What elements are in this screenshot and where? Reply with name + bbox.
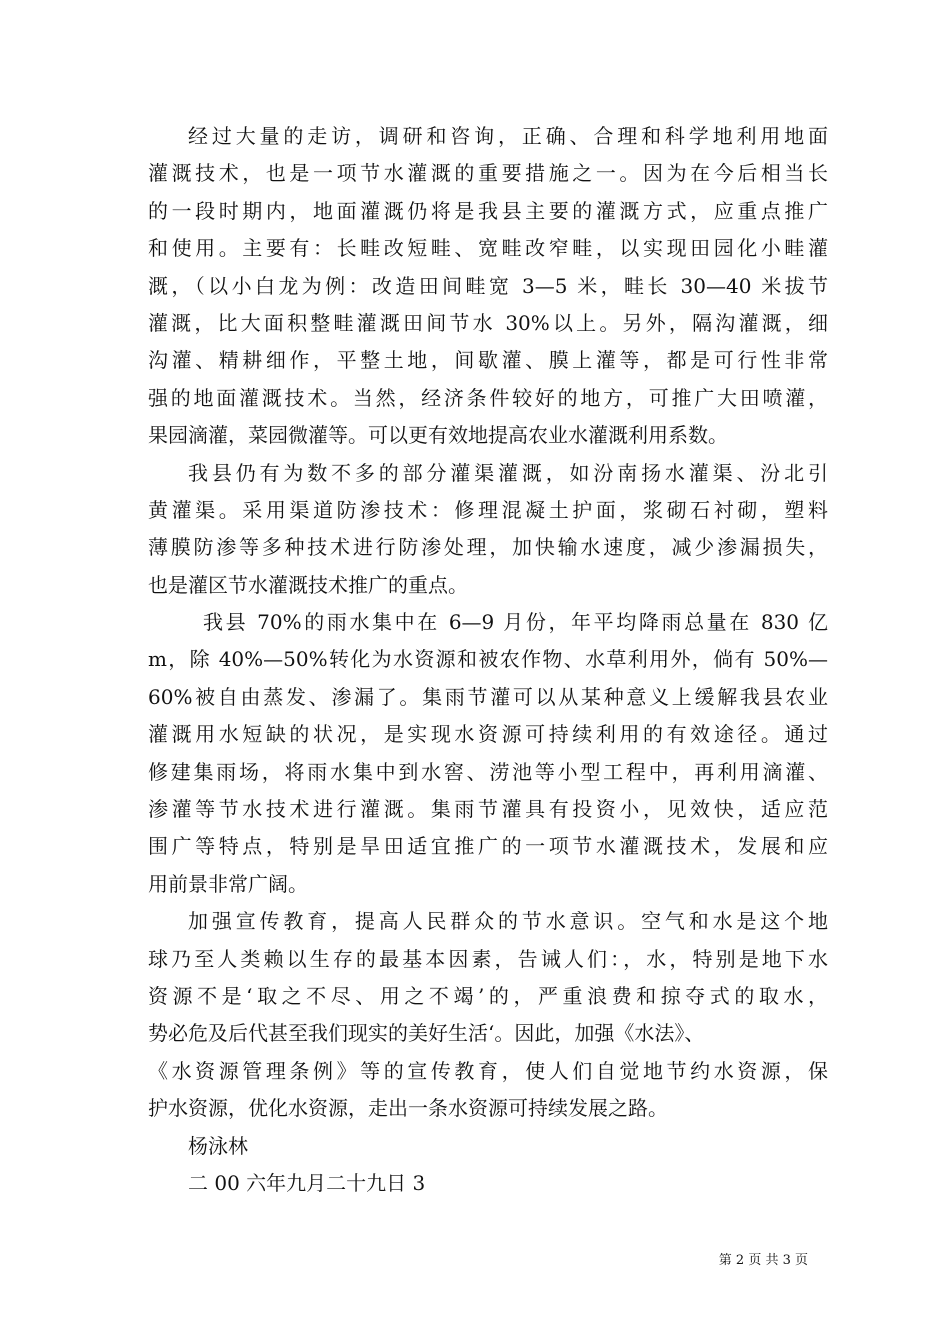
document-body [148,118,828,1202]
text-line: 果园滴灌，菜园微灌等。可以更有效地提高农业水灌溉利用系数。 [148,423,728,448]
text-line: 薄膜防渗等多种技术进行防渗处理，加快输水速度，减少渗漏损失， [148,535,828,560]
text-line: 我县仍有为数不多的部分灌渠灌溉，如汾南扬水灌渠、汾北引 [188,460,828,485]
text-line: 我县 70%的雨水集中在 6—9 月份，年平均降雨总量在 830 亿 [203,610,828,635]
text-line: 修建集雨场，将雨水集中到水窖、涝池等小型工程中，再利用滴灌、 [148,759,828,784]
text-line: 围广等特点，特别是旱田适宜推广的一项节水灌溉技术，发展和应 [148,834,828,859]
text-line: 的一段时期内，地面灌溉仍将是我县主要的灌溉方式，应重点推广 [148,198,828,223]
text-line: 沟灌、精耕细作，平整土地，间歇灌、膜上灌等，都是可行性非常 [148,348,828,373]
text-line: 加强宣传教育，提高人民群众的节水意识。空气和水是这个地 [188,909,828,934]
text-line: m，除 40%—50%转化为水资源和被农作物、水草利用外，倘有 50%— [148,647,828,672]
author-name: 杨泳林 [188,1133,248,1158]
text-line: 灌溉用水短缺的状况，是实现水资源可持续利用的有效途径。通过 [148,722,828,747]
text-line: 和使用。主要有：长畦改短畦、宽畦改窄畦，以实现田园化小畦灌 [148,236,828,261]
signature-block [148,1128,828,1203]
text-line: 灌溉技术，也是一项节水灌溉的重要措施之一。因为在今后相当长 [148,161,828,186]
text-line: 强的地面灌溉技术。当然，经济条件较好的地方，可推广大田喷灌， [148,385,828,410]
paragraph-rain-harvest [148,604,828,903]
text-line: 60%被自由蒸发、渗漏了。集雨节灌可以从某种意义上缓解我县农业 [148,684,828,709]
paragraph-ground-irrigation [148,118,828,455]
paragraph-publicity [148,903,828,1127]
text-line: 护水资源，优化水资源，走出一条水资源可持续发展之路。 [148,1096,668,1121]
text-line: 经过大量的走访，调研和咨询，正确、合理和科学地利用地面 [188,124,828,148]
text-line: 溉，（以小白龙为例：改造田间畦宽 3—5 米，畦长 30—40 米拔节 [148,273,828,298]
document-date: 二 00 六年九月二十九日 3 [188,1170,426,1195]
text-line: 灌溉，比大面积整畦灌溉田间节水 30%以上。另外，隔沟灌溉，细 [148,310,828,335]
text-line: 《水资源管理条例》等的宣传教育，使人们自觉地节约水资源，保 [148,1058,828,1083]
text-line: 也是灌区节水灌溉技术推广的重点。 [148,572,468,597]
text-line: 黄灌渠。采用渠道防渗技术：修理混凝土护面，浆砌石衬砌，塑料 [148,497,828,522]
page-number: 第 2 页 共 3 页 [718,1253,808,1268]
paragraph-canal-seepage [148,455,828,605]
text-line: 渗灌等节水技术进行灌溉。集雨节灌具有投资小，见效快，适应范 [148,797,828,822]
text-line: 用前景非常广阔。 [148,871,308,896]
text-line: 势必危及后代甚至我们现实的美好生活‘。因此，加强《水法》、 [148,1021,705,1046]
text-line: 球乃至人类赖以生存的最基本因素，告诫人们：，水，特别是地下水 [148,946,828,971]
text-line: 资源不是‘取之不尽、用之不竭’的，严重浪费和掠夺式的取水， [148,983,828,1008]
